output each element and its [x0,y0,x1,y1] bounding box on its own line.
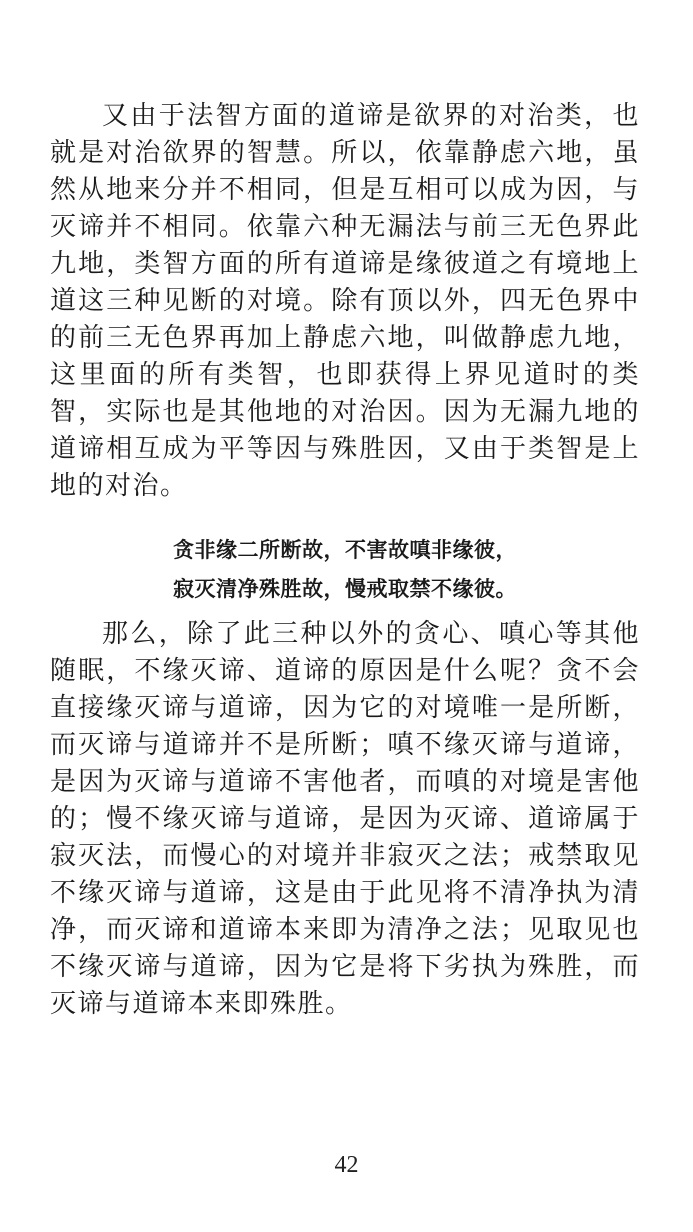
verse-line-2: 寂灭清净殊胜故，慢戒取禁不缘彼。 [173,577,517,601]
verse-block [50,531,640,609]
page-number: 42 [334,1152,359,1178]
verse-line-1: 贪非缘二所断故，不害故嗔非缘彼， [173,538,517,562]
page-content [50,98,640,1023]
paragraph-2: 那么，除了此三种以外的贪心、嗔心等其他随眠，不缘灭谛、道谛的原因是什么呢？贪不会直接缘灭谛与道谛，因为它的对境唯一是所断，而灭谛与道谛并不是所断；嗔不缘灭谛与道谛，是因为灭谛与道谛不害他者，而嗔的对境是害他的；慢不缘灭谛与道谛，是因为灭谛、道谛属于寂灭法，而慢心的对境并非寂灭之法；戒禁取见不缘灭谛与道谛，这是由于此见将不清净执为清净，而灭谛和道谛本来即为清净之法；见取见也不缘灭谛与道谛，因为它是将下劣执为殊胜，而灭谛与道谛本来即殊胜。 [50,619,640,1019]
paragraph-1: 又由于法智方面的道谛是欲界的对治类，也就是对治欲界的智慧。所以，依靠静虑六地，虽然从地来分并不相同，但是互相可以成为因，与灭谛并不相同。依靠六种无漏法与前三无色界此九地，类智方面的所有道谛是缘彼道之有境地上道这三种见断的对境。除有顶以外，四无色界中的前三无色界再加上静虑六地，叫做静虑九地，这里面的所有类智，也即获得上界见道时的类智，实际也是其他地的对治因。因为无漏九地的道谛相互成为平等因与殊胜因，又由于类智是上地的对治。 [50,101,640,501]
